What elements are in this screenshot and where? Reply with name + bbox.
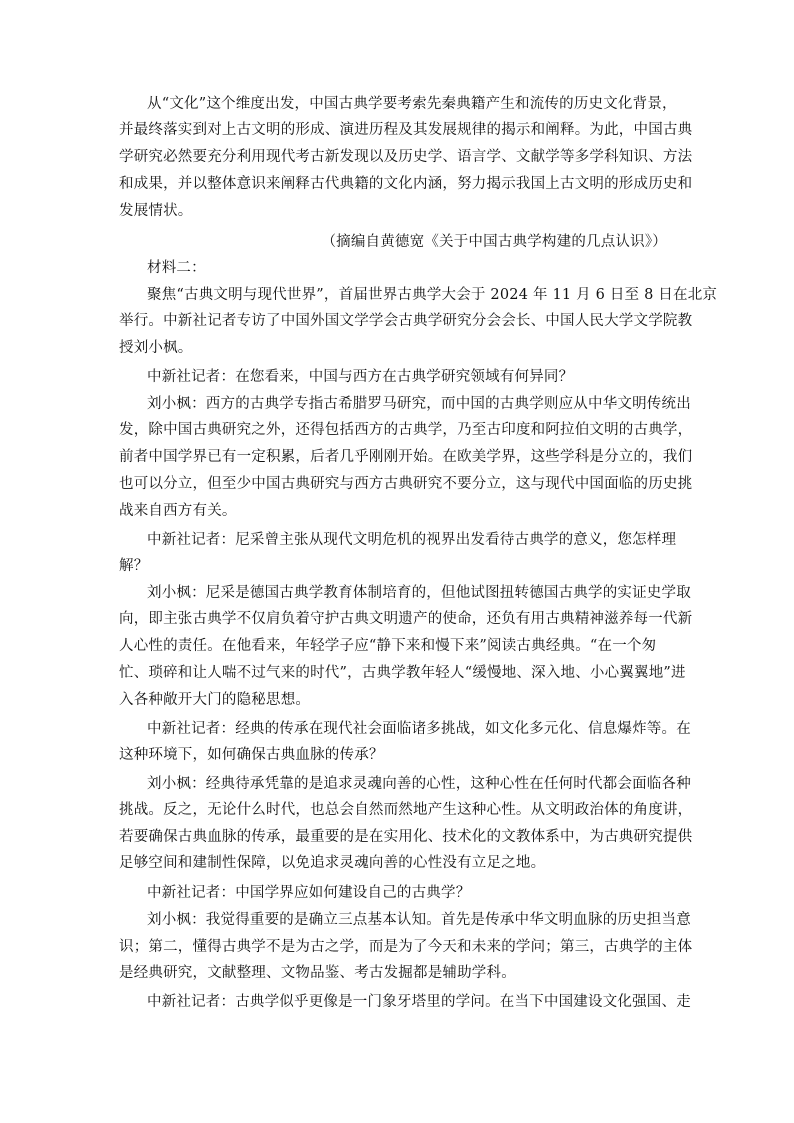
interview-answer: 刘小枫：尼采是德国古典学教育体制培育的，但他试图扭转德国古典学的实证史学取 — [147, 585, 691, 601]
paragraph-line: 足够空间和建制性保障，以免追求灵魂向善的心性没有立足之地。 — [119, 855, 546, 871]
paragraph-line: 向，即主张古典学不仅肩负着守护古典文明遗产的使命，还负有用古典精神滋养每一代新 — [119, 611, 693, 627]
interview-question: 中新社记者：中国学界应如何建设自己的古典学？ — [147, 885, 471, 901]
paragraph-line: 战来自西方有关。 — [119, 503, 237, 519]
section-heading: 材料二： — [147, 260, 206, 276]
paragraph-line: 是经典研究，文献整理、文物品鉴、考古发掘都是辅助学科。 — [119, 965, 516, 981]
paragraph-line: 入各种敞开大门的隐秘思想。 — [119, 692, 311, 708]
paragraph-line: 解？ — [119, 558, 149, 574]
paragraph-line: 发，除中国古典研究之外，还得包括西方的古典学，乃至古印度和阿拉伯文明的古典学， — [119, 422, 693, 438]
interview-answer: 刘小枫：经典待承凭靠的是追求灵魂向善的心性，这种心性在任何时代都会面临各种 — [147, 776, 691, 792]
interview-answer: 刘小枫：西方的古典学专指古希腊罗马研究，而中国的古典学则应从中华文明传统出 — [147, 396, 691, 412]
paragraph-line: 忙、琐碎和让人喘不过气来的时代”，古典学教年轻人“缓慢地、深入地、小心翼翼地”进 — [119, 665, 686, 681]
paragraph-line: 识；第二，懂得古典学不是为古之学，而是为了今天和未来的学问；第三，古典学的主体 — [119, 939, 693, 955]
paragraph-line: 授刘小枫。 — [119, 340, 193, 356]
paragraph-line: 若要确保古典血脉的传承，最重要的是在实用化、技术化的文教体系中，为古典研究提供 — [119, 829, 693, 845]
interview-question: 中新社记者：尼采曾主张从现代文明危机的视界出发看待古典学的意义，您怎样理 — [147, 532, 677, 548]
interview-question: 中新社记者：在您看来，中国与西方在古典学研究领域有何异同？ — [147, 369, 574, 385]
paragraph-line: 人心性的责任。在他看来，年轻学子应“静下来和慢下来”阅读古典经典。“在一个匆 — [119, 638, 657, 654]
paragraph-line: 挑战。反之，无论什么时代，也总会自然而然地产生这种心性。从文明政治体的角度讲， — [119, 802, 693, 818]
interview-question: 中新社记者：古典学似乎更像是一门象牙塔里的学问。在当下中国建设文化强国、走 — [147, 994, 691, 1010]
paragraph-line: 举行。中新社记者专访了中国外国文学学会古典学研究分会会长、中国人民大学文学院教 — [119, 313, 693, 329]
paragraph-line: 并最终落实到对上古文明的形成、演进历程及其发展规律的揭示和阐释。为此，中国古典 — [119, 122, 693, 138]
paragraph-line: 学研究必然要充分利用现代考古新发现以及历史学、语言学、文献学等多学科知识、方法 — [119, 149, 693, 165]
paragraph-line: 聚焦“古典文明与现代世界”，首届世界古典学大会于 2024 年 11 月 6 日至 8 日在北京 — [147, 287, 718, 303]
paragraph-line: 前者中国学界已有一定积累，后者几乎刚刚开始。在欧美学界，这些学科是分立的，我们 — [119, 449, 693, 465]
source-citation: （摘编自黄德宽《关于中国古典学构建的几点认识》） — [321, 234, 667, 250]
paragraph-line: 和成果，并以整体意识来阐释古代典籍的文化内涵，努力揭示我国上古文明的形成历史和 — [119, 176, 693, 192]
paragraph-line: 这种环境下，如何确保古典血脉的传承？ — [119, 747, 384, 763]
interview-question: 中新社记者：经典的传承在现代社会面临诸多挑战，如文化多元化、信息爆炸等。在 — [147, 721, 691, 737]
paragraph-line: 从“文化”这个维度出发，中国古典学要考索先秦典籍产生和流传的历史文化背景， — [147, 96, 677, 112]
interview-answer: 刘小枫：我觉得重要的是确立三点基本认知。首先是传承中华文明血脉的历史担当意 — [147, 912, 691, 928]
paragraph-line: 也可以分立，但至少中国古典研究与西方古典研究不要分立，这与现代中国面临的历史挑 — [119, 476, 693, 492]
paragraph-line: 发展情状。 — [119, 203, 193, 219]
